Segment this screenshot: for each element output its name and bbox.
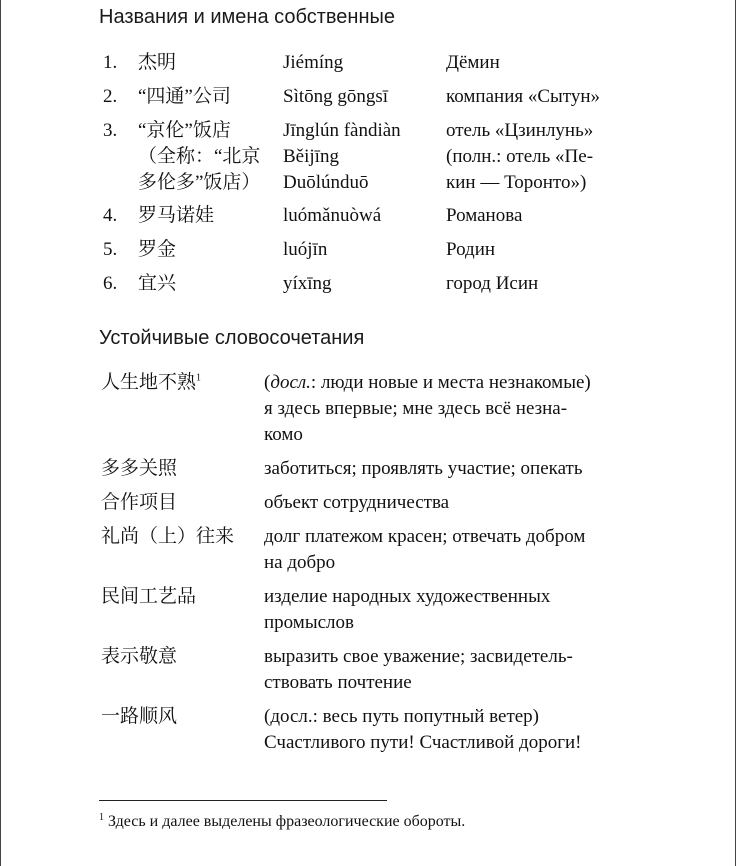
chinese-term: 罗金 xyxy=(138,239,177,260)
chinese-term xyxy=(138,118,280,196)
section-heading-proper-names: Названия и имена собственные xyxy=(99,6,395,28)
pinyin: luójīn xyxy=(283,239,328,260)
expression-russian-line xyxy=(264,370,654,396)
row-number: 6. xyxy=(103,273,118,294)
footnote xyxy=(99,810,465,834)
russian-translation xyxy=(446,118,646,196)
expression-russian xyxy=(264,584,654,636)
chinese-term: 宜兴 xyxy=(138,273,177,294)
expression-russian-line: промыслов xyxy=(264,612,354,633)
expression-russian-line: (досл.: весь путь попутный ветер) xyxy=(264,706,540,727)
pinyin-line: Běijīng xyxy=(283,146,339,167)
expression-russian xyxy=(264,644,654,696)
russian-line: отель «Цзинлунь» xyxy=(446,120,594,141)
expression-russian-line: я здесь впервые; мне здесь всё незна- xyxy=(264,398,568,419)
paren-open: ( xyxy=(264,372,271,393)
expression-russian-line: выразить свое уважение; засвидетель- xyxy=(264,646,573,667)
expression-russian-line: ствовать почтение xyxy=(264,672,412,693)
pinyin: Sìtōng gōngsī xyxy=(283,86,389,107)
russian-translation: Дёмин xyxy=(446,52,500,73)
expression-russian-line: комо xyxy=(264,424,303,445)
expression-chinese: 表示敬意 xyxy=(101,646,178,667)
pinyin: yíxīng xyxy=(283,273,332,294)
row-number: 3. xyxy=(103,120,118,141)
expression-russian-line: Счастливого пути! Счастливой дороги! xyxy=(264,732,582,753)
pinyin xyxy=(283,118,443,196)
expression-chinese: 一路顺风 xyxy=(101,706,178,727)
expression-russian xyxy=(264,456,654,482)
expression-russian-line: долг платежом красен; отвечать добром xyxy=(264,526,586,547)
chinese-term-line: （全称：“北京 xyxy=(138,146,261,167)
chinese-term-line: “京伦”饭店 xyxy=(138,120,231,141)
expression-russian-line: объект сотрудничества xyxy=(264,492,450,513)
pinyin: luómǎnuòwá xyxy=(283,205,382,226)
expression-russian xyxy=(264,490,654,516)
expression-russian xyxy=(264,370,654,448)
expression-chinese: 多多关照 xyxy=(101,458,178,479)
expression-chinese-text: 人生地不熟 xyxy=(101,372,197,393)
chinese-term: 罗马诺娃 xyxy=(138,205,215,226)
chinese-term-line: 多伦多”饭店） xyxy=(138,172,261,193)
section-heading-expressions: Устойчивые словосочетания xyxy=(99,327,365,349)
pinyin-line: Jīnglún fàndiàn xyxy=(283,120,401,141)
expression-russian-line: заботиться; проявлять участие; опекать xyxy=(264,458,583,479)
row-number: 5. xyxy=(103,239,118,260)
abbrev-dosl: досл. xyxy=(270,372,311,393)
expression-russian-line: на добро xyxy=(264,552,336,573)
expression-russian-text: : люди новые и места незнакомые) xyxy=(310,372,591,393)
footnote-text: Здесь и далее выделены фразеологические обороты. xyxy=(108,813,466,830)
pinyin-line: Duōlúnduō xyxy=(283,172,369,193)
russian-line: (полн.: отель «Пе- xyxy=(446,146,594,167)
pinyin: Jiémíng xyxy=(283,52,344,73)
expression-russian xyxy=(264,704,654,756)
footnote-mark: 1 xyxy=(99,811,104,823)
row-number: 2. xyxy=(103,86,118,107)
chinese-term: 杰明 xyxy=(138,52,177,73)
footnote-ref: 1 xyxy=(196,372,202,384)
row-number: 1. xyxy=(103,52,118,73)
chinese-term: “四通”公司 xyxy=(138,86,231,107)
expression-chinese: 合作项目 xyxy=(101,492,178,513)
expression-russian-line: изделие народных художественных xyxy=(264,586,551,607)
row-number: 4. xyxy=(103,205,118,226)
expression-chinese: 礼尚（上）往来 xyxy=(101,526,235,547)
expression-chinese xyxy=(101,370,263,396)
russian-translation: Родин xyxy=(446,239,496,260)
russian-translation: город Исин xyxy=(446,273,539,294)
russian-translation: компания «Сытун» xyxy=(446,86,601,107)
russian-translation: Романова xyxy=(446,205,523,226)
expression-chinese: 民间工艺品 xyxy=(101,586,197,607)
russian-line: кин — Торонто») xyxy=(446,172,587,193)
expression-russian xyxy=(264,524,654,576)
footnote-divider xyxy=(99,800,387,801)
